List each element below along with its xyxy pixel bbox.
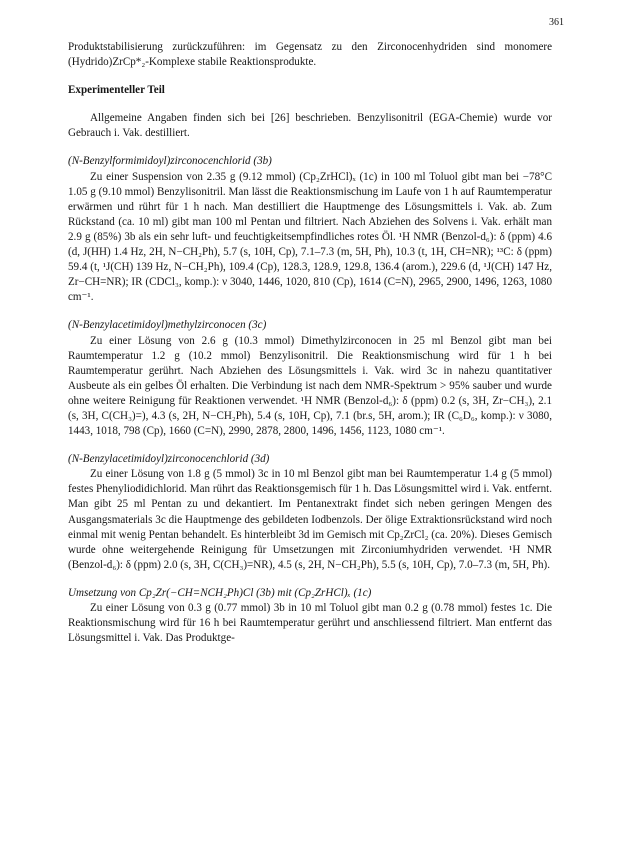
- section-heading: Experimenteller Teil: [68, 84, 165, 97]
- procedure-text-3d: Zu einer Lösung von 1.8 g (5 mmol) 3c in 10 ml Benzol gibt man bei Raumtemperatur 1.4 g (5 mmol) festes Phenyliodidichlorid. Man rührt das Reaktionsgemisch für 1 h. Das Lösungsmittel wird i. Vak. entfernt. Man gibt 25 ml Pentan zu und dekantiert. Im Pentanextrakt findet sich neben geringen Mengen des Ausgangsmaterials 3c die Hauptmenge des gebildeten Iodbenzols. Der ölige Extraktionsrückstand wird noch einmal mit wenig Pentan behandelt. Es hinterbleibt 3d im Gemisch mit Cp₂ZrCl₂ (ca. 20%). Dieses Gemisch wurde ohne weitergehende Reinigung für Umsetzungen mit Zirconiumhydriden verwendet. ¹H NMR (Benzol-d₆): δ (ppm) 2.0 (s, 3H, C(CH₃)=NR), 4.5 (s, 2H, N−CH₂Ph), 5.5 (s, 10H, Cp), 7.0–7.3 (m, 5H, Ph).: [68, 468, 552, 571]
- procedure-text-3c: Zu einer Lösung von 2.6 g (10.3 mmol) Dimethylzirconocen in 25 ml Benzol gibt man bei Raumtemperatur 1.2 g (10.2 mmol) Benzylisonitril. Die Reaktionsmischung wird für 1 h bei Raumtemperatur gerührt. Nach Abziehen des Lösungsmittels i. Vak. wird 3c in nahezu quantitativer Ausbeute als ein gelbes Öl erhalten. Die Verbindung ist nach dem NMR-Spektrum > 95% sauber und wurde ohne weitere Reinigung für Reaktionen verwendet. ¹H NMR (Benzol-d₆): δ (ppm) 0.2 (s, 3H, Zr−CH₃), 2.1 (s, 3H, C(CH₃)=), 4.3 (s, 2H, N−CH₂Ph), 5.4 (s, 10H, Cp), 7.1 (br.s, 5H, arom.); IR (C₆D₆, komp.): ν 3080, 1443, 1018, 798 (Cp), 1660 (C=N), 2990, 2878, 2800, 1496, 1456, 1123, 1080 cm⁻¹.: [68, 334, 552, 438]
- procedure-text-3b: Zu einer Suspension von 2.35 g (9.12 mmol) (Cp₂ZrHCl)ₓ (1c) in 100 ml Toluol gibt man bei −78°C 1.05 g (9.10 mmol) Benzylisonitril. Man lässt die Reaktionsmischung im Laufe von 1 h auf Raumtemperatur erwärmen und rührt für 1 h nach. Man destilliert die Hauptmenge des Lösungsmittels i. Vak. ab. Zum Rückstand (ca. 10 ml) gibt man 100 ml Pentan und filtriert. Nach Abziehen des Solvens i. Vak. erhält man 2.9 g (85%) 3b als ein sehr luft- und feuchtigkeitsempfindliches rotes Öl. ¹H NMR (Benzol-d₆): δ (ppm) 4.6 (d, J(HH) 1.4 Hz, 2H, N−CH₂Ph), 5.7 (s, 10H, Cp), 7.1–7.3 (m, 5H, Ph), 10.3 (t, 1H, CH=NR); ¹³C: δ (ppm) 59.4 (t, ¹J(CH) 139 Hz, N−CH₂Ph), 109.4 (Cp), 128.3, 128.9, 129.8, 136.4 (arom.), 229.6 (d, ¹J(CH) 147 Hz, Zr−CH=NR); IR (CDCl₃, komp.): ν 3040, 1446, 1020, 810 (Cp), 1614 (C=N), 2965, 2900, 1496, 1263, 1080 cm⁻¹.: [68, 170, 552, 304]
- page-number: 361: [549, 17, 564, 28]
- general-paragraph: Allgemeine Angaben finden sich bei [26] beschrieben. Benzylisonitril (EGA-Chemie) wurde vor Gebrauch i. Vak. destilliert.: [68, 112, 552, 140]
- procedure-title-3d: (N-Benzylacetimidoyl)zirconocenchlorid (3d): [68, 453, 270, 466]
- article-body: [68, 40, 552, 646]
- procedure-text-3b-1c: Zu einer Lösung von 0.3 g (0.77 mmol) 3b in 10 ml Toluol gibt man 0.2 g (0.78 mmol) festes 1c. Die Reaktionsmischung wird für 16 h bei Raumtemperatur gerührt und anschliessend filtriert. Man entfernt das Lösungsmittel i. Vak. Das Produktge-: [68, 602, 552, 645]
- procedure-title-3b: (N-Benzylformimidoyl)zirconocenchlorid (3b): [68, 155, 272, 168]
- procedure-title-3c: (N-Benzylacetimidoyl)methylzirconocen (3c): [68, 319, 267, 332]
- procedure-title-3b-1c: Umsetzung von Cp₂Zr(−CH=NCH₂Ph)Cl (3b) mit (Cp₂ZrHCl)ₓ (1c): [68, 586, 372, 599]
- intro-paragraph: Produktstabilisierung zurückzuführen: im Gegensatz zu den Zirconocenhydriden sind monomere (Hydrido)ZrCp*₂-Komplexe stabile Reaktionsprodukte.: [68, 41, 552, 69]
